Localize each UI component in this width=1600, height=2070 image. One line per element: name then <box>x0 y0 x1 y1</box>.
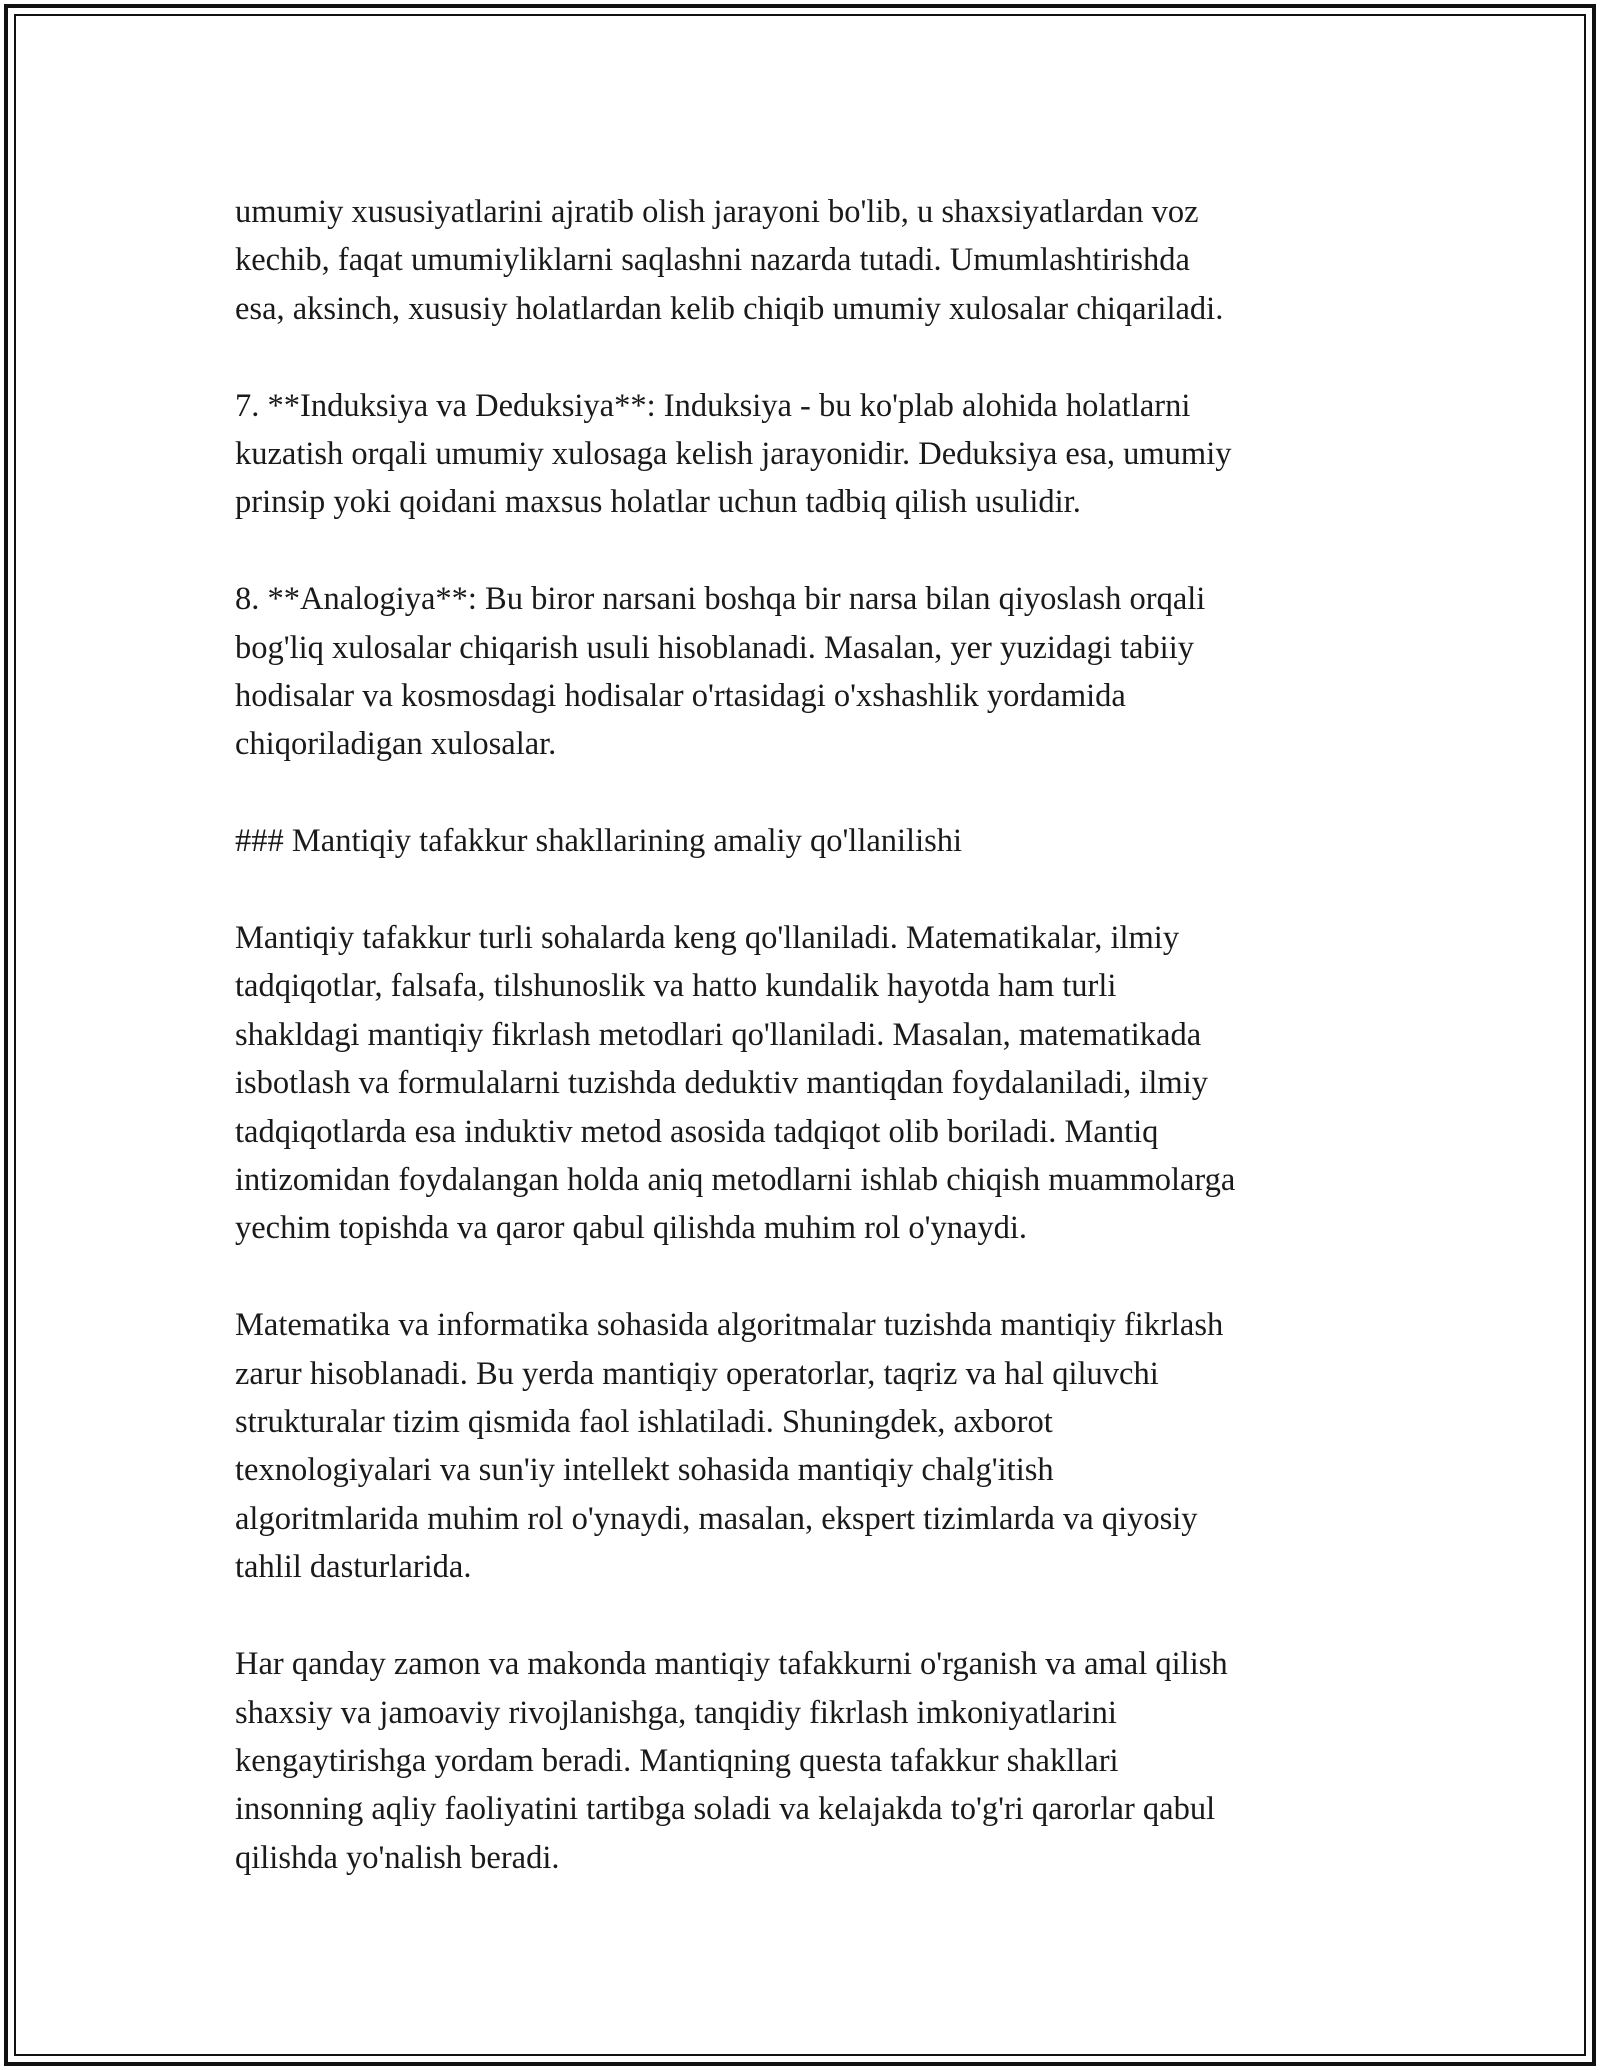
paragraph <box>235 382 1375 527</box>
text-line: 8. **Analogiya**: Bu biror narsani boshqa bir narsa bilan qiyoslash orqali <box>235 581 1206 618</box>
text-line: kengaytirishga yordam beradi. Mantiqning questa tafakkur shakllari <box>235 1742 1119 1779</box>
text-line: shaxsiy va jamoaviy rivojlanishga, tanqidiy fikrlash imkoniyatlarini <box>235 1694 1117 1731</box>
text-line: chiqoriladigan xulosalar. <box>235 726 557 763</box>
paragraph <box>235 575 1375 769</box>
text-line: tadqiqotlar, falsafa, tilshunoslik va hatto kundalik hayotda ham turli <box>235 968 1117 1005</box>
text-line: kechib, faqat umumiyliklarni saqlashni nazarda tutadi. Umumlashtirishda <box>235 242 1190 279</box>
text-line: qilishda yo'nalish beradi. <box>235 1839 560 1876</box>
text-line: 7. **Induksiya va Deduksiya**: Induksiya - bu ko'plab alohida holatlarni <box>235 387 1191 424</box>
text-line: strukturalar tizim qismida faol ishlatiladi. Shuningdek, axborot <box>235 1404 1053 1441</box>
document-body <box>235 188 1375 1931</box>
text-line: insonning aqliy faoliyatini tartibga soladi va kelajakda to'g'ri qarorlar qabul <box>235 1791 1216 1828</box>
paragraph <box>235 914 1375 1253</box>
paragraph <box>235 188 1375 333</box>
text-line: kuzatish orqali umumiy xulosaga kelish jarayonidir. Deduksiya esa, umumiy <box>235 436 1232 473</box>
text-line: intizomidan foydalangan holda aniq metodlarni ishlab chiqish muammolarga <box>235 1162 1236 1199</box>
text-line: bog'liq xulosalar chiqarish usuli hisoblanadi. Masalan, yer yuzidagi tabiiy <box>235 629 1194 666</box>
text-line: ### Mantiqiy tafakkur shakllarining amaliy qo'llanilishi <box>235 823 963 860</box>
text-line: Har qanday zamon va makonda mantiqiy tafakkurni o'rganish va amal qilish <box>235 1646 1228 1683</box>
text-line: umumiy xususiyatlarini ajratib olish jarayoni bo'lib, u shaxsiyatlardan voz <box>235 194 1199 230</box>
paragraph <box>235 1640 1375 1882</box>
text-line: algoritmlarida muhim rol o'ynaydi, masalan, ekspert tizimlarda va qiyosiy <box>235 1500 1198 1537</box>
text-line: isbotlash va formulalarni tuzishda deduktiv mantiqdan foydalaniladi, ilmiy <box>235 1065 1208 1102</box>
paragraph <box>235 1301 1375 1591</box>
text-line: zarur hisoblanadi. Bu yerda mantiqiy operatorlar, taqriz va hal qiluvchi <box>235 1355 1159 1392</box>
text-line: texnologiyalari va sun'iy intellekt sohasida mantiqiy chalg'itish <box>235 1452 1054 1489</box>
text-line: Mantiqiy tafakkur turli sohalarda keng qo'llaniladi. Matematikalar, ilmiy <box>235 920 1180 957</box>
text-line: prinsip yoki qoidani maxsus holatlar uchun tadbiq qilish usulidir. <box>235 484 1081 521</box>
text-line: esa, aksinch, xususiy holatlardan kelib chiqib umumiy xulosalar chiqariladi. <box>235 290 1224 327</box>
text-line: tadqiqotlarda esa induktiv metod asosida tadqiqot olib boriladi. Mantiq <box>235 1113 1159 1150</box>
text-line: hodisalar va kosmosdagi hodisalar o'rtasidagi o'xshashlik yordamida <box>235 678 1126 715</box>
text-line: Matematika va informatika sohasida algoritmalar tuzishda mantiqiy fikrlash <box>235 1307 1224 1344</box>
text-line: tahlil dasturlarida. <box>235 1549 472 1586</box>
text-line: yechim topishda va qaror qabul qilishda muhim rol o'ynaydi. <box>235 1210 1028 1247</box>
text-line: shakldagi mantiqiy fikrlash metodlari qo'llaniladi. Masalan, matematikada <box>235 1016 1202 1053</box>
section-heading <box>235 817 1375 865</box>
